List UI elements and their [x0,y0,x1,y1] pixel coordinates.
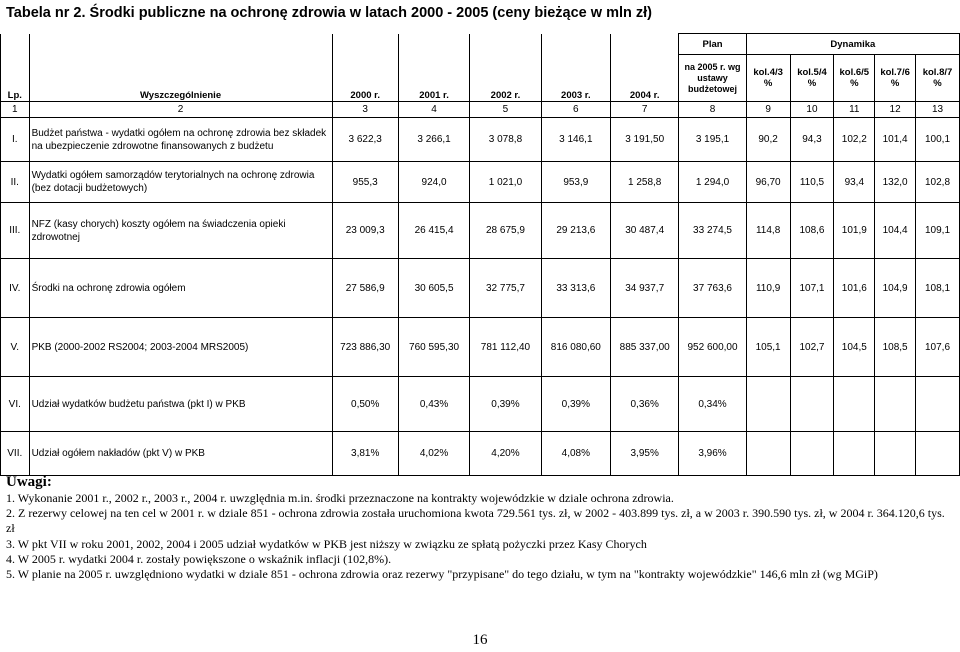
row-value: 105,1 [746,318,790,377]
row-value: 34 937,7 [611,259,679,318]
row-value: 32 775,7 [470,259,541,318]
column-number: 12 [875,102,916,118]
row-label: Budżet państwa - wydatki ogółem na ochronę zdrowia bez składek na ubezpieczenie zdrowotne finansowanych z budżetu [29,118,332,162]
row-value [790,377,834,432]
row-value: 28 675,9 [470,203,541,259]
row-label: NFZ (kasy chorych) koszty ogółem na świadczenia opieki zdrowotnej [29,203,332,259]
row-value: 3,96% [679,432,746,476]
row-value: 29 213,6 [541,203,610,259]
row-value: 1 294,0 [679,162,746,203]
row-value: 104,5 [834,318,875,377]
row-value: 0,50% [332,377,398,432]
plan-header: Plan [679,34,746,55]
note-item: 3. W pkt VII w roku 2001, 2002, 2004 i 2005 udział wydatków w PKB jest niższy w związku ze spłatą pożyczki przez Kasy Chorych [6,536,647,551]
header-row [1,55,960,102]
row-value: 924,0 [398,162,469,203]
row-value: 102,2 [834,118,875,162]
dyn-header: kol.6/5 % [834,55,875,102]
row-value [834,432,875,476]
table-row [1,162,960,203]
table-row [1,203,960,259]
column-number: 3 [332,102,398,118]
column-number: 8 [679,102,746,118]
dyn-header: kol.8/7 % [916,55,960,102]
row-label: Udział ogółem nakładów (pkt V) w PKB [29,432,332,476]
notes-heading: Uwagi: [6,474,52,490]
row-value: 3 078,8 [470,118,541,162]
row-value: 3,95% [611,432,679,476]
row-lp: I. [1,118,30,162]
row-value: 760 595,30 [398,318,469,377]
row-value: 94,3 [790,118,834,162]
row-value: 0,43% [398,377,469,432]
column-number: 6 [541,102,610,118]
row-value: 108,5 [875,318,916,377]
column-number: 7 [611,102,679,118]
table-row [1,432,960,476]
row-value: 3 146,1 [541,118,610,162]
row-label: Udział wydatków budżetu państwa (pkt I) w PKB [29,377,332,432]
note-item: 4. W 2005 r. wydatki 2004 r. zostały powiększone o wskaźnik inflacji (102,8%). [6,551,392,566]
row-value: 37 763,6 [679,259,746,318]
table-title: Tabela nr 2. Środki publiczne na ochronę zdrowia w latach 2000 - 2005 (ceny bieżące w mln zł) [6,5,652,21]
row-value: 3 622,3 [332,118,398,162]
note-item: 1. Wykonanie 2001 r., 2002 r., 2003 r., 2004 r. uwzględnia m.in. środki przeznaczone na kontrakty wojewódzkie w dziale ochrona zdrowia. [6,491,674,505]
row-value: 101,6 [834,259,875,318]
year-header: 2003 r. [541,55,610,102]
row-value: 101,4 [875,118,916,162]
row-value: 3 195,1 [679,118,746,162]
column-number: 11 [834,102,875,118]
column-number: 10 [790,102,834,118]
row-value: 107,1 [790,259,834,318]
row-lp: VII. [1,432,30,476]
year-header: 2000 r. [332,55,398,102]
row-value: 132,0 [875,162,916,203]
row-value [916,432,960,476]
dyn-header: kol.5/4 % [790,55,834,102]
row-value: 781 112,40 [470,318,541,377]
row-value: 1 021,0 [470,162,541,203]
row-value: 108,6 [790,203,834,259]
row-value: 3 191,50 [611,118,679,162]
row-value: 723 886,30 [332,318,398,377]
row-label: Środki na ochronę zdrowia ogółem [29,259,332,318]
row-value: 102,8 [916,162,960,203]
row-value: 0,39% [541,377,610,432]
row-value: 3,81% [332,432,398,476]
row-value: 96,70 [746,162,790,203]
column-number: 13 [916,102,960,118]
note-item: 2. Z rezerwy celowej na ten cel w 2001 r. w dziale 851 - ochrona zdrowia została uruchomiona kwota 729.561 tys. zł, w 2002 - 403.899 tys. zł, a w 2003 r. 390.590 tys. zł, w 2004 r. 364.120,6 tys. zł [6,506,945,536]
page-number: 16 [472,632,488,648]
row-value [746,432,790,476]
row-value: 955,3 [332,162,398,203]
notes-section [6,474,956,582]
row-value: 110,5 [790,162,834,203]
row-value: 30 487,4 [611,203,679,259]
year-header: 2004 r. [611,55,679,102]
row-value [834,377,875,432]
row-lp: III. [1,203,30,259]
row-value: 26 415,4 [398,203,469,259]
row-value: 4,08% [541,432,610,476]
note-item: 5. W planie na 2005 r. uwzględniono wydatki w dziale 851 - ochrona zdrowia oraz rezerwy "przypisane" do tego działu, w tym na "kontrakty wojewódzkie" 146,6 mln zł (wg MGiP) [6,567,878,582]
row-value: 23 009,3 [332,203,398,259]
row-value: 110,9 [746,259,790,318]
lp-header: Lp. [1,55,30,102]
row-value: 953,9 [541,162,610,203]
column-number: 1 [1,102,30,118]
row-lp: II. [1,162,30,203]
table-row [1,259,960,318]
table-row [1,318,960,377]
column-number: 4 [398,102,469,118]
row-value: 952 600,00 [679,318,746,377]
column-number: 9 [746,102,790,118]
row-value [916,377,960,432]
row-value: 885 337,00 [611,318,679,377]
row-value: 114,8 [746,203,790,259]
row-value: 104,9 [875,259,916,318]
row-value [875,432,916,476]
row-value: 93,4 [834,162,875,203]
dyn-header: kol.4/3 % [746,55,790,102]
row-value: 101,9 [834,203,875,259]
row-value [875,377,916,432]
dyn-header: kol.7/6 % [875,55,916,102]
row-value: 90,2 [746,118,790,162]
row-value: 816 080,60 [541,318,610,377]
row-lp: V. [1,318,30,377]
dynamika-header: Dynamika [746,34,959,55]
column-number: 2 [29,102,332,118]
column-number-row [1,102,960,118]
row-lp: VI. [1,377,30,432]
row-value: 100,1 [916,118,960,162]
row-value: 108,1 [916,259,960,318]
row-value: 104,4 [875,203,916,259]
row-value [790,432,834,476]
table-row [1,118,960,162]
row-value: 4,20% [470,432,541,476]
row-value: 107,6 [916,318,960,377]
row-value [746,377,790,432]
row-label: Wydatki ogółem samorządów terytorialnych na ochronę zdrowia (bez dotacji budżetowych) [29,162,332,203]
plan-2005-header: na 2005 r. wg ustawy budżetowej [679,55,746,102]
row-value: 0,39% [470,377,541,432]
row-value: 30 605,5 [398,259,469,318]
column-number: 5 [470,102,541,118]
year-header: 2002 r. [470,55,541,102]
wyszczegolnienie-header: Wyszczególnienie [29,55,332,102]
row-lp: IV. [1,259,30,318]
row-value: 27 586,9 [332,259,398,318]
row-label: PKB (2000-2002 RS2004; 2003-2004 MRS2005) [29,318,332,377]
row-value: 3 266,1 [398,118,469,162]
row-value: 33 313,6 [541,259,610,318]
row-value: 0,36% [611,377,679,432]
data-table [0,33,960,476]
row-value: 1 258,8 [611,162,679,203]
year-header: 2001 r. [398,55,469,102]
table-row [1,377,960,432]
row-value: 33 274,5 [679,203,746,259]
row-value: 109,1 [916,203,960,259]
row-value: 4,02% [398,432,469,476]
row-value: 102,7 [790,318,834,377]
row-value: 0,34% [679,377,746,432]
